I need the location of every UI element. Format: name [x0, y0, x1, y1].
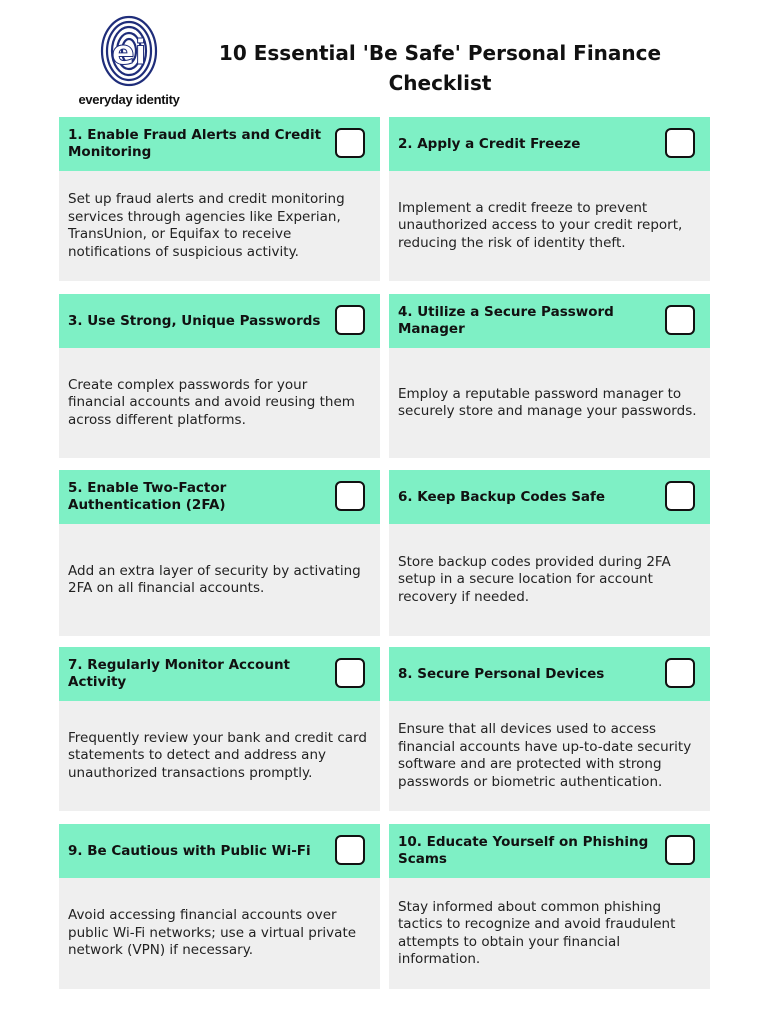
checklist-item-header	[389, 647, 710, 701]
fingerprint-logo-icon	[99, 14, 159, 88]
checklist-item-header	[59, 647, 380, 701]
checklist-item-description: Implement a credit freeze to prevent unauthorized access to your credit report, reducing the risk of identity theft.	[398, 199, 683, 251]
checklist-checkbox[interactable]	[665, 128, 695, 158]
checklist-item-header	[59, 294, 380, 348]
checklist-item	[389, 824, 710, 989]
checklist-item-description: Avoid accessing financial accounts over public Wi-Fi networks; use a virtual private network (VPN) if necessary.	[68, 907, 357, 959]
checklist-item-body	[389, 701, 710, 811]
checklist-item-description: Frequently review your bank and credit card statements to detect and address any unauthorized transactions promptly.	[68, 729, 367, 781]
checklist-item-label: 7. Regularly Monitor Account Activity	[68, 657, 291, 690]
checklist-checkbox[interactable]	[665, 481, 695, 511]
checklist-checkbox[interactable]	[335, 305, 365, 335]
checklist-item-description: Add an extra layer of security by activating 2FA on all financial accounts.	[68, 562, 361, 596]
checklist-item	[59, 294, 380, 458]
checklist-item-description: Store backup codes provided during 2FA setup in a secure location for account recovery if needed.	[398, 553, 671, 605]
checklist-item-header	[389, 824, 710, 878]
checklist-checkbox[interactable]	[335, 481, 365, 511]
checklist-checkbox[interactable]	[665, 835, 695, 865]
checklist-item-label: 4. Utilize a Secure Password Manager	[398, 304, 614, 337]
checklist-item	[389, 117, 710, 281]
checklist-item-label: 8. Secure Personal Devices	[398, 665, 605, 682]
checklist-item	[389, 470, 710, 636]
checklist-checkbox[interactable]	[335, 128, 365, 158]
checklist-item	[59, 824, 380, 989]
checklist-item-header	[59, 117, 380, 171]
checklist-checkbox[interactable]	[335, 658, 365, 688]
checklist-item-label: 9. Be Cautious with Public Wi-Fi	[68, 842, 311, 859]
checklist-item-description: Create complex passwords for your financial accounts and avoid reusing them across different platforms.	[68, 376, 355, 428]
checklist-item-description: Stay informed about common phishing tactics to recognize and avoid fraudulent attempts to obtain your financial information.	[398, 898, 676, 967]
checklist-item-body	[389, 348, 710, 458]
checklist-item-header	[389, 294, 710, 348]
checklist-item-label: 3. Use Strong, Unique Passwords	[68, 312, 321, 329]
page-title: 10 Essential 'Be Safe' Personal Finance Checklist	[218, 41, 662, 95]
svg-text:ei: ei	[111, 33, 147, 73]
checklist-item-header	[59, 470, 380, 524]
checklist-item-header	[389, 117, 710, 171]
checklist-item-label: 1. Enable Fraud Alerts and Credit Monitoring	[68, 127, 322, 160]
checklist-item-body	[59, 348, 380, 458]
checklist-item-header	[389, 470, 710, 524]
checklist-item-label: 5. Enable Two-Factor Authentication (2FA)	[68, 480, 227, 513]
checklist-item-body	[59, 701, 380, 811]
checklist-item-body	[59, 524, 380, 636]
checklist-checkbox[interactable]	[335, 835, 365, 865]
checklist-item	[389, 294, 710, 458]
checklist-item	[59, 470, 380, 636]
checklist-item-header	[59, 824, 380, 878]
checklist-item-label: 10. Educate Yourself on Phishing Scams	[398, 834, 649, 867]
logo	[78, 14, 180, 110]
checklist-item-label: 6. Keep Backup Codes Safe	[398, 488, 606, 505]
checklist-item-body	[389, 878, 710, 989]
checklist-checkbox[interactable]	[665, 305, 695, 335]
checklist-item-description: Set up fraud alerts and credit monitoring services through agencies like Experian, TransUnion, or Equifax to receive notifications of suspicious activity.	[68, 191, 345, 260]
checklist-item-label: 2. Apply a Credit Freeze	[398, 135, 581, 152]
checklist-item	[59, 647, 380, 811]
checklist-item-body	[389, 171, 710, 281]
checklist-checkbox[interactable]	[665, 658, 695, 688]
checklist-item	[59, 117, 380, 281]
checklist-item-body	[389, 524, 710, 636]
checklist-item-description: Ensure that all devices used to access financial accounts have up-to-date security software and are protected with strong passwords or biometric authentication.	[398, 721, 692, 790]
checklist-item	[389, 647, 710, 811]
logo-text: everyday identity	[78, 92, 180, 107]
checklist-item-description: Employ a reputable password manager to securely store and manage your passwords.	[398, 385, 697, 419]
checklist-item-body	[59, 171, 380, 281]
checklist-item-body	[59, 878, 380, 989]
